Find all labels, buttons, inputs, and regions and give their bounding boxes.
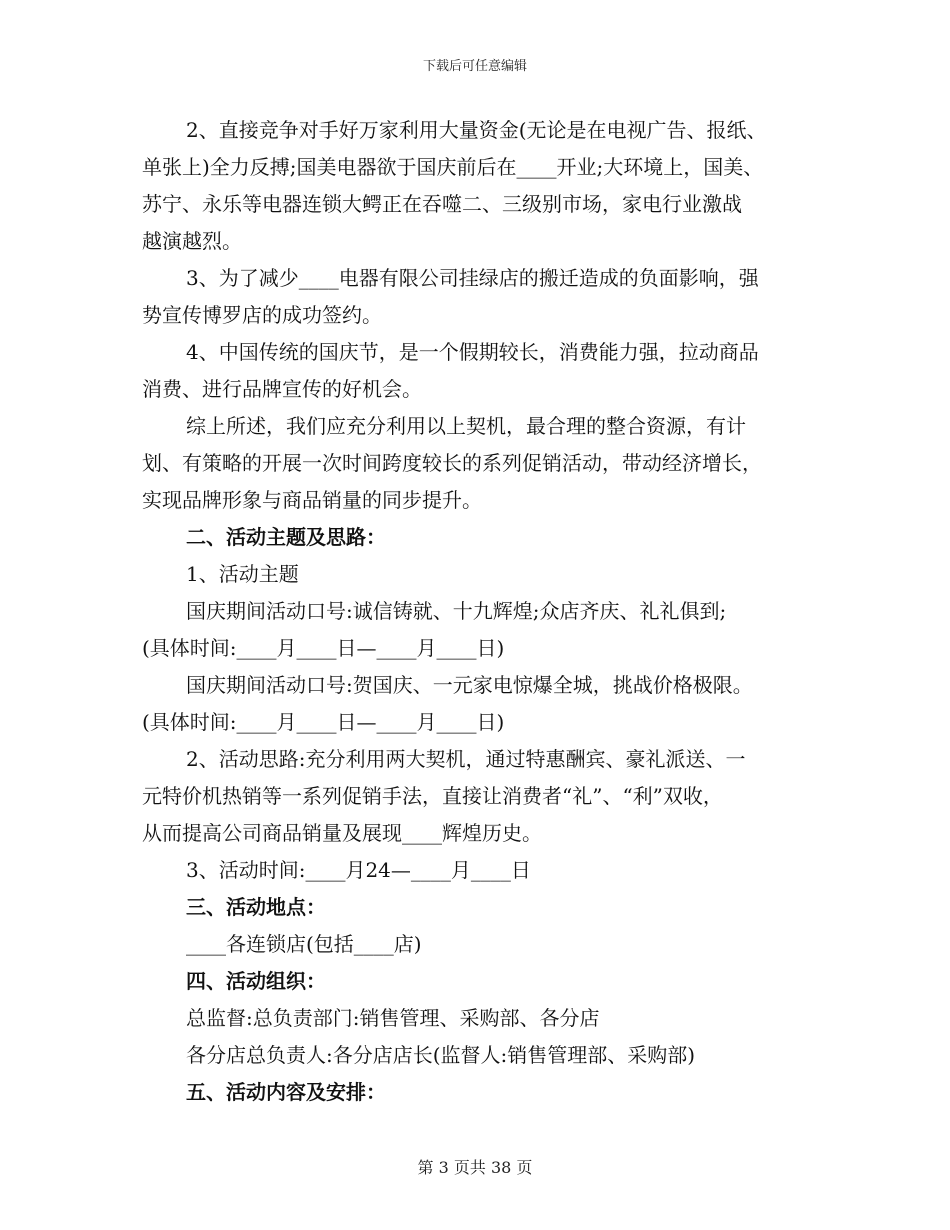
paragraph-line: 综上所述，我们应充分利用以上契机，最合理的整合资源，有计 [186, 414, 746, 438]
paragraph-line: 划、有策略的开展一次时间跨度较长的系列促销活动，带动经济增长， [142, 451, 762, 475]
document-body [142, 112, 822, 1111]
paragraph-line: 消费、进行品牌宣传的好机会。 [142, 377, 422, 401]
paragraph-line: 元特价机热销等一系列促销手法，直接让消费者“礼”、“利”双收， [142, 784, 723, 808]
paragraph-line: 3、活动时间:____月24—____月____日 [186, 858, 531, 882]
paragraph-line: 各分店总负责人:各分店店长(监督人:销售管理部、采购部) [186, 1043, 696, 1067]
paragraph-line: 2、活动思路:充分利用两大契机，通过特惠酬宾、豪礼派送、一 [186, 747, 746, 771]
paragraph-line: 国庆期间活动口号:贺国庆、一元家电惊爆全城，挑战价格极限。 [186, 673, 753, 697]
section-heading: 二、活动主题及思路： [186, 525, 386, 549]
section-heading: 三、活动地点： [186, 895, 326, 919]
paragraph-line: 单张上)全力反搏;国美电器欲于国庆前后在____开业;大环境上，国美、 [142, 155, 764, 179]
paragraph-line: 国庆期间活动口号:诚信铸就、十九辉煌;众店齐庆、礼礼俱到; [186, 599, 727, 623]
paragraph-line: 1、活动主题 [186, 562, 299, 586]
paragraph-line: 实现品牌形象与商品销量的同步提升。 [142, 488, 482, 512]
paragraph-line: 4、中国传统的国庆节，是一个假期较长，消费能力强，拉动商品 [186, 340, 759, 364]
section-heading: 五、活动内容及安排： [186, 1080, 386, 1104]
paragraph-line: ____各连锁店(包括____店) [186, 932, 422, 956]
paragraph-line: 3、为了减少____电器有限公司挂绿店的搬迁造成的负面影响，强 [186, 266, 759, 290]
paragraph-line: 越演越烈。 [142, 229, 242, 253]
page-header: 下载后可任意编辑 [422, 59, 527, 74]
section-heading: 四、活动组织： [186, 969, 326, 993]
paragraph-line: 势宣传博罗店的成功签约。 [142, 303, 382, 327]
paragraph-line: 2、直接竞争对手好万家利用大量资金(无论是在电视广告、报纸、 [186, 118, 767, 142]
page-footer: 第 3 页共 38 页 [417, 1158, 533, 1177]
paragraph-line: (具体时间:____月____日—____月____日) [142, 636, 505, 660]
paragraph-line: 从而提高公司商品销量及展现____辉煌历史。 [142, 821, 542, 845]
paragraph-line: 苏宁、永乐等电器连锁大鳄正在吞噬二、三级别市场，家电行业激战 [142, 192, 742, 216]
paragraph-line: (具体时间:____月____日—____月____日) [142, 710, 505, 734]
paragraph-line: 总监督:总负责部门:销售管理、采购部、各分店 [186, 1006, 600, 1030]
